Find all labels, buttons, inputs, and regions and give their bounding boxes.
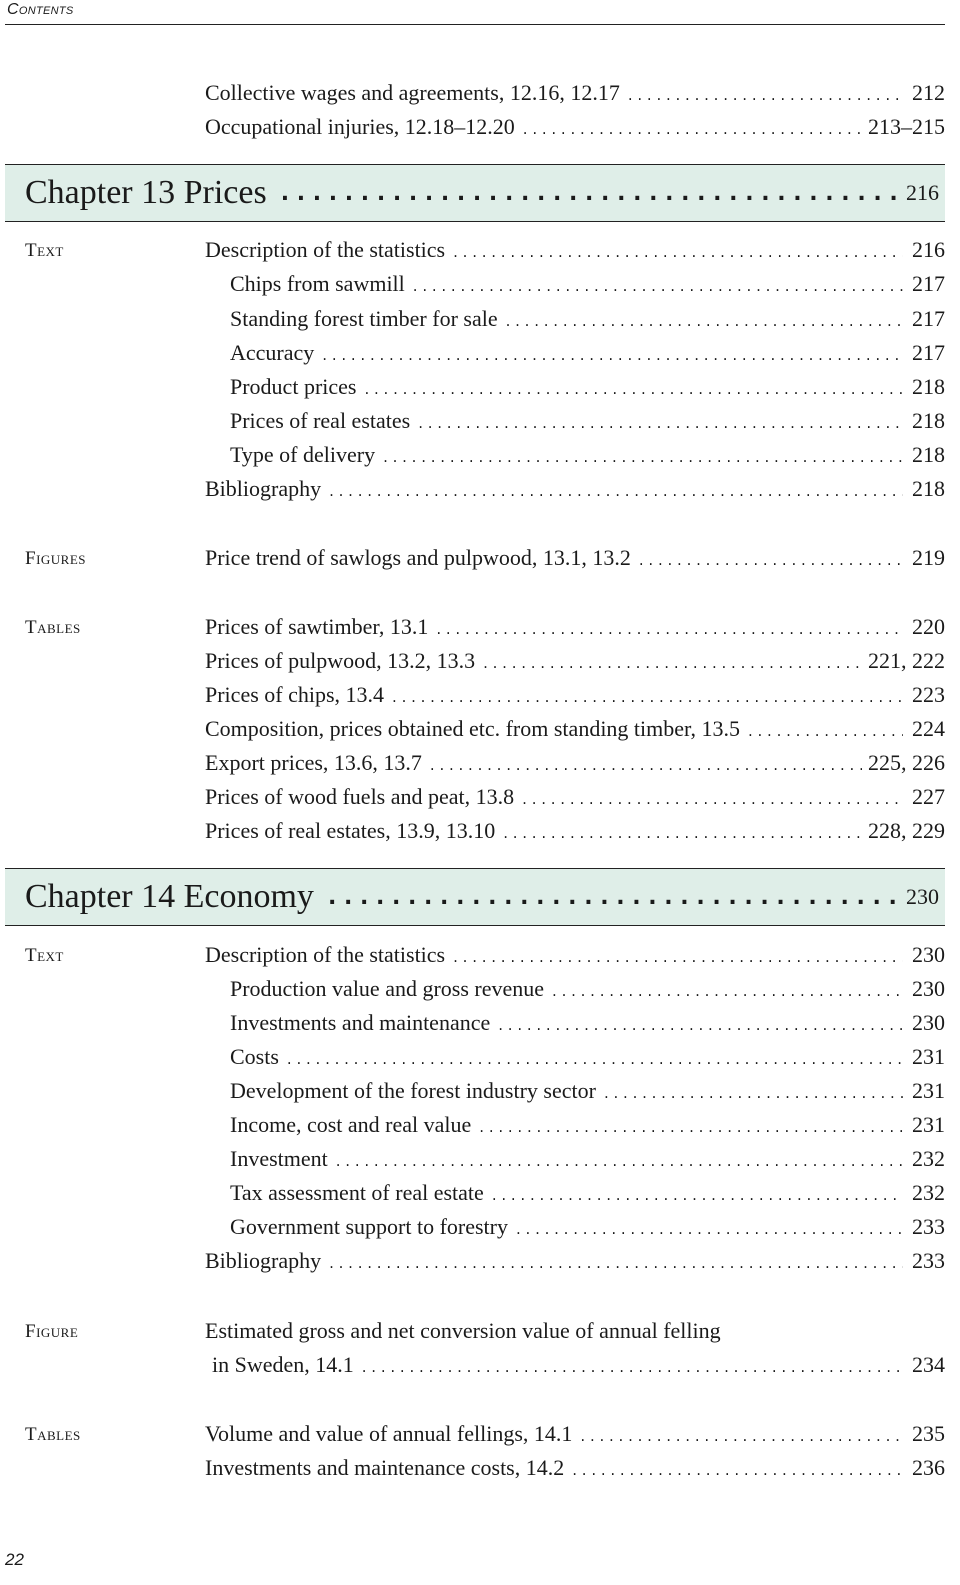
toc-entry[interactable] xyxy=(230,1010,945,1040)
toc-entry[interactable] xyxy=(205,237,945,267)
toc-entry[interactable] xyxy=(205,476,945,506)
toc-entry-page: 234 xyxy=(912,1352,945,1377)
toc-entry[interactable] xyxy=(230,1078,945,1108)
toc-entry-page: 231 xyxy=(912,1112,945,1137)
toc-entry-page: 218 xyxy=(912,374,945,399)
leader-dots xyxy=(639,551,903,569)
toc-entry[interactable] xyxy=(230,306,945,336)
toc-entry-title: Volume and value of annual fellings, 14.1 xyxy=(205,1421,573,1446)
toc-entry-title: Accuracy xyxy=(230,340,315,365)
leader-dots xyxy=(392,688,903,706)
toc-entry-page: 225, 226 xyxy=(868,750,945,775)
toc-entry-page: 231 xyxy=(912,1044,945,1069)
toc-entry[interactable] xyxy=(230,976,945,1006)
toc-entry[interactable] xyxy=(205,545,945,575)
toc-entry-title: Composition, prices obtained etc. from standing timber, 13.5 xyxy=(205,716,740,741)
toc-entry-title: in Sweden, 14.1 xyxy=(212,1352,354,1377)
toc-entry-page: 218 xyxy=(912,408,945,433)
chapter-page: 216 xyxy=(906,180,939,205)
toc-entry-title: Production value and gross revenue xyxy=(230,976,545,1001)
leader-dots xyxy=(522,790,903,808)
toc-entry-title: Prices of pulpwood, 13.2, 13.3 xyxy=(205,648,476,673)
toc-entry[interactable] xyxy=(230,340,945,370)
toc-entry-title: Prices of real estates xyxy=(230,408,411,433)
toc-entry-page: 235 xyxy=(912,1421,945,1446)
toc-entry-page: 217 xyxy=(912,271,945,296)
section-label-tables: Tables xyxy=(25,617,81,638)
toc-entry-title: Chips from sawmill xyxy=(230,271,405,296)
toc-entry[interactable] xyxy=(230,442,945,472)
toc-entry[interactable] xyxy=(205,648,945,678)
chapter-13-heading[interactable] xyxy=(5,164,945,222)
toc-entry-title-line1[interactable]: Estimated gross and net conversion value of annual felling xyxy=(205,1318,721,1343)
toc-entry-title: Price trend of sawlogs and pulpwood, 13.1, 13.2 xyxy=(205,545,631,570)
toc-entry[interactable] xyxy=(230,408,945,438)
leader-dots xyxy=(628,86,903,104)
toc-entry[interactable] xyxy=(205,1421,945,1451)
toc-entry-page: 216 xyxy=(912,237,945,262)
toc-entry-title: Development of the forest industry sector xyxy=(230,1078,596,1103)
leader-dots xyxy=(413,277,903,295)
toc-entry-title: Investments and maintenance costs, 14.2 xyxy=(205,1455,565,1480)
section-label-figures: Figures xyxy=(25,548,87,569)
toc-entry[interactable] xyxy=(205,1248,945,1278)
toc-entry-page: 223 xyxy=(912,682,945,707)
toc-entry-title: Investments and maintenance xyxy=(230,1010,491,1035)
toc-entry-title: Government support to forestry xyxy=(230,1214,508,1239)
header-title: Contents xyxy=(7,1,74,18)
leader-dots xyxy=(436,620,903,638)
chapter-title: Chapter 13 Prices xyxy=(25,174,267,211)
toc-entry-page: 232 xyxy=(912,1146,945,1171)
toc-entry[interactable] xyxy=(205,682,945,712)
section-label-tables: Tables xyxy=(25,1424,81,1445)
toc-entry[interactable] xyxy=(205,942,945,972)
leader-dots xyxy=(503,824,862,842)
toc-entry-page: 236 xyxy=(912,1455,945,1480)
toc-entry-page: 232 xyxy=(912,1180,945,1205)
toc-entry-page: 217 xyxy=(912,306,945,331)
toc-entry[interactable] xyxy=(205,716,945,746)
toc-entry-page: 220 xyxy=(912,614,945,639)
toc-entry[interactable] xyxy=(230,1112,945,1142)
toc-entry-title: Description of the statistics xyxy=(205,237,446,262)
leader-dots xyxy=(329,482,903,500)
toc-entry[interactable] xyxy=(205,114,945,144)
toc-entry[interactable] xyxy=(205,1455,945,1485)
chapter-page: 230 xyxy=(906,884,939,909)
section-label-text: Text xyxy=(25,240,64,261)
toc-entry-title: Occupational injuries, 12.18–12.20 xyxy=(205,114,515,139)
toc-entry-title: Type of delivery xyxy=(230,442,376,467)
toc-entry-title: Prices of sawtimber, 13.1 xyxy=(205,614,429,639)
leader-dots xyxy=(572,1461,903,1479)
toc-entry[interactable] xyxy=(205,614,945,644)
toc-entry-title: Collective wages and agreements, 12.16, 12.17 xyxy=(205,80,620,105)
chapter-title: Chapter 14 Economy xyxy=(25,878,314,915)
toc-entry-page: 218 xyxy=(912,476,945,501)
leader-dots xyxy=(328,885,896,910)
leader-dots xyxy=(322,346,903,364)
toc-entry-title: Tax assessment of real estate xyxy=(230,1180,484,1205)
toc-entry-title: Prices of real estates, 13.9, 13.10 xyxy=(205,818,496,843)
toc-entry-title: Investment xyxy=(230,1146,328,1171)
leader-dots xyxy=(479,1118,903,1136)
toc-entry[interactable] xyxy=(230,1044,945,1074)
toc-entry-page: 213–215 xyxy=(868,114,945,139)
leader-dots xyxy=(281,181,896,206)
toc-entry-title: Product prices xyxy=(230,374,357,399)
toc-entry-page: 221, 222 xyxy=(868,648,945,673)
toc-entry[interactable] xyxy=(230,1146,945,1176)
toc-entry[interactable] xyxy=(230,1180,945,1210)
leader-dots xyxy=(383,448,903,466)
toc-entry-page: 219 xyxy=(912,545,945,570)
toc-entry-title: Prices of chips, 13.4 xyxy=(205,682,385,707)
toc-entry-page: 217 xyxy=(912,340,945,365)
leader-dots xyxy=(336,1152,903,1170)
toc-entry[interactable] xyxy=(230,271,945,301)
leader-dots xyxy=(453,243,903,261)
toc-entry-page: 230 xyxy=(912,976,945,1001)
leader-dots xyxy=(498,1016,903,1034)
leader-dots xyxy=(604,1084,903,1102)
chapter-14-heading[interactable] xyxy=(5,868,945,926)
leader-dots xyxy=(430,756,862,774)
leader-dots xyxy=(580,1427,903,1445)
toc-entry-page: 227 xyxy=(912,784,945,809)
toc-entry[interactable] xyxy=(205,784,945,814)
page-number: 22 xyxy=(5,1550,24,1569)
leader-dots xyxy=(364,380,903,398)
toc-entry[interactable] xyxy=(230,1214,945,1244)
leader-dots xyxy=(748,722,903,740)
leader-dots xyxy=(287,1050,903,1068)
toc-entry-page: 233 xyxy=(912,1248,945,1273)
toc-entry-page: 228, 229 xyxy=(868,818,945,843)
toc-entry-title: Prices of wood fuels and peat, 13.8 xyxy=(205,784,515,809)
toc-entry-title: Costs xyxy=(230,1044,279,1069)
toc-entry-page: 233 xyxy=(912,1214,945,1239)
toc-entry-page: 224 xyxy=(912,716,945,741)
toc-entry-title: Standing forest timber for sale xyxy=(230,306,498,331)
leader-dots xyxy=(418,414,903,432)
leader-dots xyxy=(362,1358,903,1376)
leader-dots xyxy=(483,654,862,672)
leader-dots xyxy=(523,120,862,138)
section-label-figure: Figure xyxy=(25,1321,79,1342)
toc-entry[interactable] xyxy=(205,818,945,848)
leader-dots xyxy=(506,312,903,330)
toc-entry-title: Income, cost and real value xyxy=(230,1112,472,1137)
toc-entry[interactable] xyxy=(205,750,945,780)
toc-entry-title: Description of the statistics xyxy=(205,942,446,967)
toc-entry-page: 231 xyxy=(912,1078,945,1103)
toc-entry-title: Bibliography xyxy=(205,1248,322,1273)
toc-entry[interactable] xyxy=(205,80,945,110)
toc-entry[interactable] xyxy=(212,1352,945,1382)
running-header xyxy=(5,0,945,25)
section-label-text: Text xyxy=(25,945,64,966)
toc-entry-page: 212 xyxy=(912,80,945,105)
toc-entry-page: 230 xyxy=(912,942,945,967)
leader-dots xyxy=(492,1186,903,1204)
toc-entry-title: Export prices, 13.6, 13.7 xyxy=(205,750,422,775)
leader-dots xyxy=(453,948,903,966)
toc-entry-title: Bibliography xyxy=(205,476,322,501)
leader-dots xyxy=(552,982,903,1000)
leader-dots xyxy=(329,1254,903,1272)
toc-entry-page: 230 xyxy=(912,1010,945,1035)
toc-entry-page: 218 xyxy=(912,442,945,467)
toc-entry[interactable] xyxy=(230,374,945,404)
leader-dots xyxy=(516,1220,903,1238)
